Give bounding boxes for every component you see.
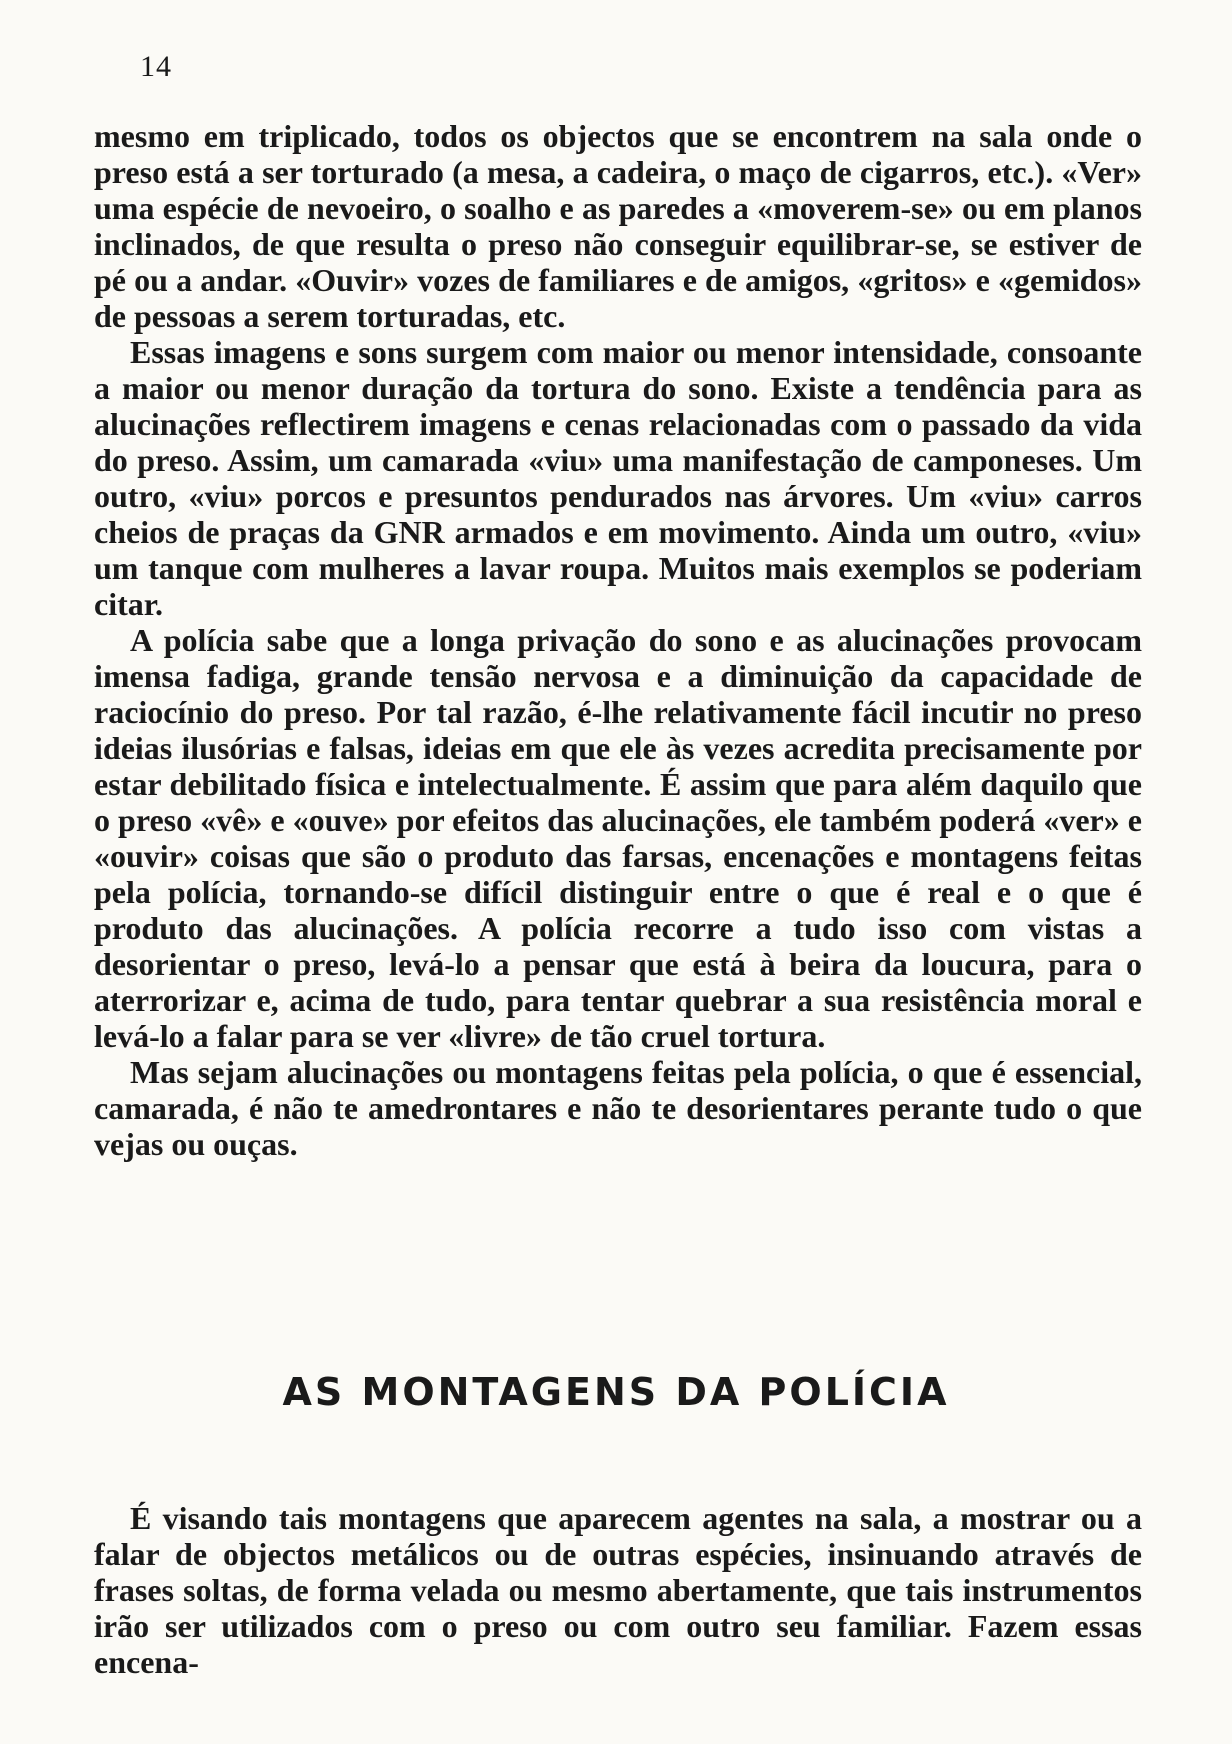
paragraph-continued: mesmo em triplicado, todos os objectos que se encontrem na sala onde o preso está a ser torturado (a mesa, a cadeira, o maço de cigarros, etc.). «Ver» uma espécie de nevoeiro, o soalho e as paredes a «moverem-se» ou em planos inclinados, de que resulta o preso não conseguir equilibrar-se, se estiver de pé ou a andar. «Ouvir» vozes de familiares e de amigos, «gritos» e «gemidos» de pessoas a serem torturadas, etc. [94, 118, 1142, 334]
paragraph-advice: Mas sejam alucinações ou montagens feitas pela polícia, o que é essencial, camarada, é não te amedrontares e não te desorientares perante tudo o que vejas ou ouças. [94, 1054, 1142, 1162]
paragraph-police-knowledge: A polícia sabe que a longa privação do sono e as alucinações provocam imensa fadiga, grande tensão nervosa e a diminuição da capacidade de raciocínio do preso. Por tal razão, é-lhe relativamente fácil incutir no preso ideias ilusórias e falsas, ideias em que ele às vezes acredita precisamente por estar debilitado física e intelectualmente. É assim que para além daquilo que o preso «vê» e «ouve» por efeitos das alucinações, ele também poderá «ver» e «ouvir» coisas que são o produto das farsas, encenações e montagens feitas pela polícia, tornando-se difícil distinguir entre o que é real e o que é produto das alucinações. A polícia recorre a tudo isso com vistas a desorientar o preso, levá-lo a pensar que está à beira da loucura, para o aterrorizar e, acima de tudo, para tentar quebrar a sua resistência moral e levá-lo a falar para se ver «livre» de tão cruel tortura. [94, 622, 1142, 1054]
paragraph-montages: É visando tais montagens que aparecem agentes na sala, a mostrar ou a falar de objectos metálicos ou de outras espécies, insinuando através de frases soltas, de forma velada ou mesmo abertamente, que tais instrumentos irão ser utilizados com o preso ou com outro seu familiar. Fazem essas encena- [94, 1500, 1142, 1680]
body-text-top [94, 118, 1142, 1162]
page-number: 14 [140, 50, 172, 83]
section-heading: AS MONTAGENS DA POLÍCIA [282, 1370, 950, 1414]
paragraph-hallucination-images: Essas imagens e sons surgem com maior ou menor intensidade, consoante a maior ou menor duração da tortura do sono. Existe a tendência para as alucinações reflectirem imagens e cenas relacionadas com o passado da vida do preso. Assim, um camarada «viu» uma manifestação de camponeses. Um outro, «viu» porcos e presuntos pendurados nas árvores. Um «viu» carros cheios de praças da GNR armados e em movimento. Ainda um outro, «viu» um tanque com mulheres a lavar roupa. Muitos mais exemplos se poderiam citar. [94, 334, 1142, 622]
body-text-bottom [94, 1500, 1142, 1680]
